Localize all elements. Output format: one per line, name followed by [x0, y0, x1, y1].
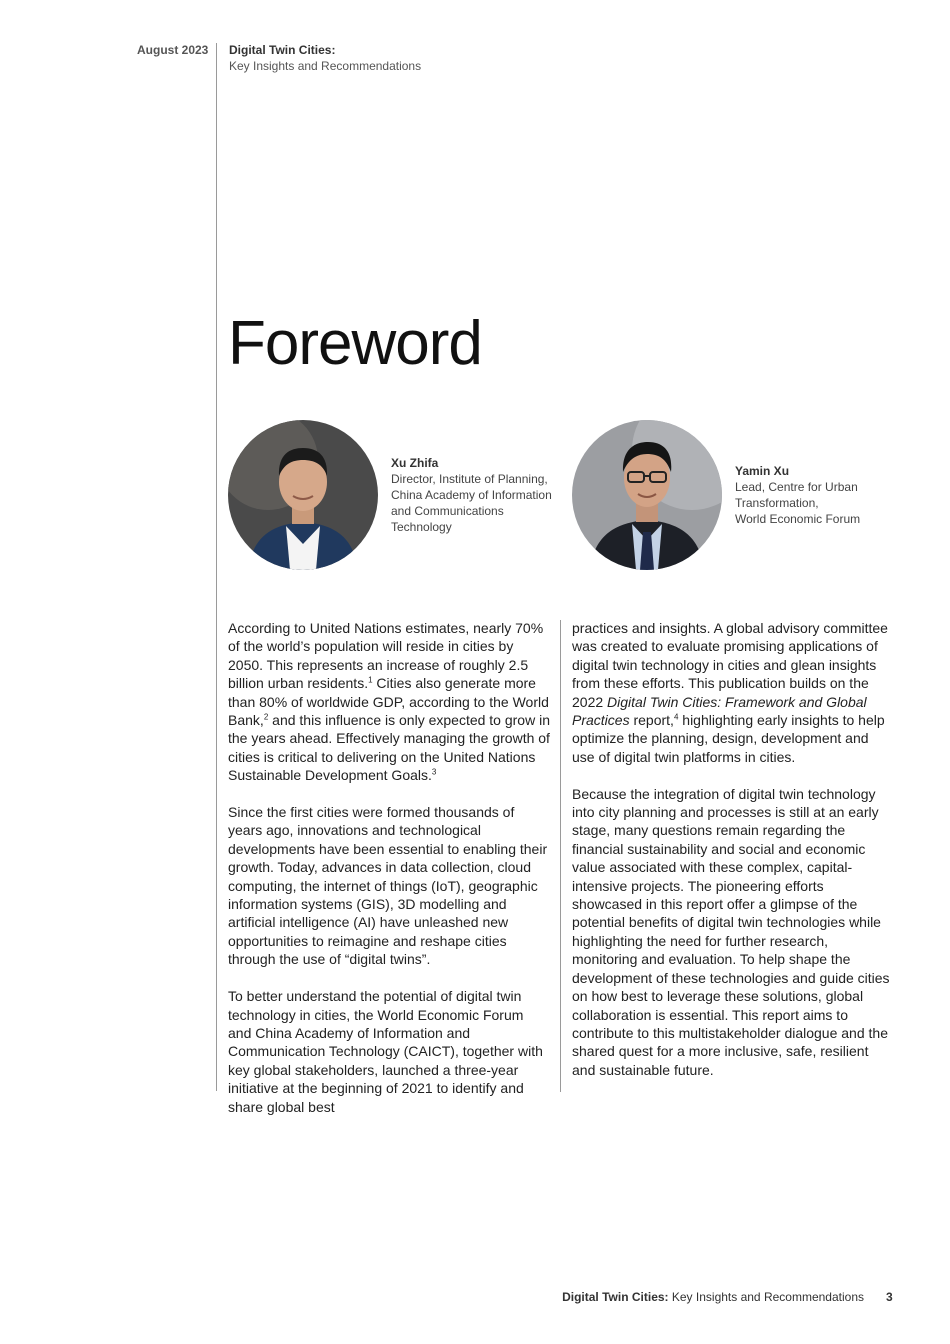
footnote-ref[interactable]: 3: [431, 767, 437, 777]
body-paragraph: To better understand the potential of digital twin technology in cities, the World Economic Forum and China Academy of Information and Communication Technology (CAICT), together with key global stakeholders, launched a three-year initiative at the beginning of 2021 to identify and share global best: [228, 988, 543, 1115]
footnote-ref[interactable]: 2: [263, 712, 269, 722]
margin-rule: [216, 43, 217, 1091]
body-paragraph: Because the integration of digital twin technology into city planning and processes is still at an early stage, many questions remain regarding the financial sustainability and social and economic value associated with these complex, capital-intensive projects. The pioneering efforts showcased in this report offer a glimpse of the potential benefits of digital twin technologies while highlighting the need for further research, monitoring and evaluation. To help shape the development of these technologies and guide cities on how best to leverage these solutions, global collaboration is essential. This report aims to contribute to this multistakeholder dialogue and the shared quest for a more inclusive, safe, resilient and sustainable future.: [572, 785, 890, 1078]
report-date: August 2023: [137, 43, 209, 57]
body-column-right: [572, 619, 894, 1098]
contributor-role-line: Lead, Centre for Urban: [735, 480, 858, 494]
contributor-name: Yamin Xu: [735, 464, 790, 478]
contributor-role-line: World Economic Forum: [735, 512, 861, 526]
report-title: Digital Twin Cities:: [229, 43, 336, 57]
yamin-xu-portrait: [572, 420, 722, 570]
contributor-name: Xu Zhifa: [391, 456, 439, 470]
body-column-left: [228, 619, 550, 1134]
contributor-xu-zhifa: [391, 455, 556, 535]
body-paragraph: practices and insights. A global advisory committee was created to evaluate promising applications of digital twin technology in cities and glean insights from these efforts. This publication builds on the 2022 Digital Twin Cities: Framework and Global Practices report,$^4$ highlighting early insights to help optimize the planning, design, development and use of digital twin platforms in cities.: [572, 620, 888, 765]
footer-title: Digital Twin Cities: Key Insights and Recommendations: [562, 1290, 864, 1304]
page-number: 3: [886, 1290, 893, 1304]
page-heading: Foreword: [228, 309, 482, 378]
body-paragraph: Since the first cities were formed thousands of years ago, innovations and technological developments have been essential to enabling their growth. Today, advances in data collection, cloud computing, the internet of things (IoT), geographic information systems (GIS), 3D modelling and artificial intelligence (AI) have unleashed new opportunities to reimagine and reshape cities through the use of “digital twins”.: [228, 804, 548, 968]
column-divider: [560, 620, 561, 1092]
contributor-role-line: Transformation,: [735, 496, 819, 510]
body-paragraph: According to United Nations estimates, nearly 70% of the world’s population will reside in cities by 2050. This represents an increase of roughly 2.5 billion urban residents.$^1$ Cities also generate more than 80% of worldwide GDP, according to the World Bank,$^2$ and this influence is only expected to grow in the years ahead. Effectively managing the growth of cities is critical to delivering on the United Nations Sustainable Development Goals.$^3$: [228, 620, 550, 784]
footnote-ref[interactable]: 4: [673, 712, 679, 722]
report-subtitle: Key Insights and Recommendations: [229, 59, 422, 73]
footnote-ref[interactable]: 1: [368, 675, 373, 685]
contributor-role-line: Director, Institute of Planning,: [391, 472, 548, 486]
contributor-yamin-xu: [735, 463, 895, 527]
contributor-role-line: Technology: [391, 520, 452, 534]
contributor-role-line: and Communications: [391, 504, 504, 518]
publication-title: Digital Twin Cities: Framework and Global Practices: [572, 693, 867, 729]
xu-zhifa-portrait: [228, 420, 378, 570]
contributor-role-line: China Academy of Information: [391, 488, 552, 502]
